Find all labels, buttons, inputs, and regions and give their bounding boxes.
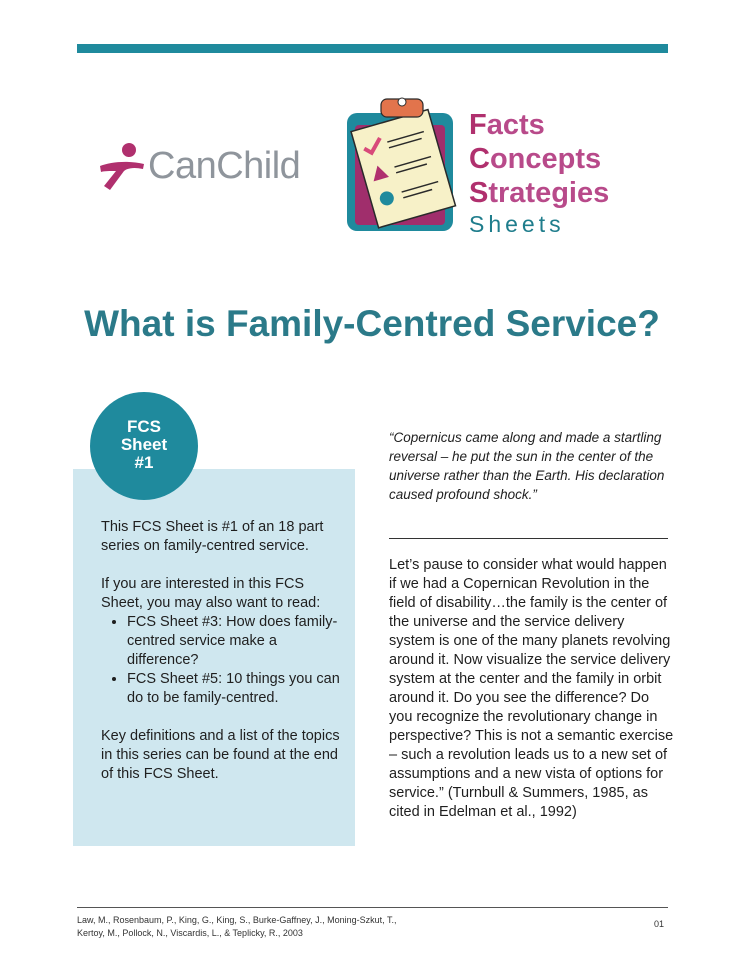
copernicus-quote: “Copernicus came along and made a startling reversal – he put the sun in the center of the universe rather than the Earth. His declaration caused profound shock.” [389,430,665,502]
canchild-wordmark: CanChild [148,145,301,187]
footer-divider [77,907,668,908]
brand-facts: Facts [469,109,545,141]
brand-strategies: Strategies [469,177,610,209]
fcs-sheets-wordmark [469,108,609,238]
list-item: • FCS Sheet #3: How does family-centred service make a difference? [127,613,341,670]
panel-interest: If you are interested in this FCS Sheet, you may also want to read: [101,576,321,611]
page-number: 01 [654,919,665,929]
badge-line-3: #1 [134,453,154,472]
body-paragraph: Let’s pause to consider what would happen if we had a Copernican Revolution in the field of disability…the family is the center of the universe and the service delivery system is one of the many planets revolving around it. Now visualize the service delivery system at the center and the family in orbit around it. Do you see the difference? Do you recognize the revolutionary change in perspective? This is not a semantic exercise – such a revolution leads us to a new set of assumptions and a new vista of options for service.” (Turnbull & Summers, 1985, as cited in Edelman et al., 1992) [389,557,674,820]
panel-closing: Key definitions and a list of the topics in this series can be found at the end of this FCS Sheet. [101,728,340,782]
citation-line-2: Kertoy, M., Pollock, N., Viscardis, L., & Teplicky, R., 2003 [77,928,303,938]
footer-citation [77,914,497,940]
canchild-figure-icon [98,142,146,194]
badge-line-2: Sheet [120,435,168,454]
page-title: What is Family-Centred Service? [84,303,660,344]
panel-intro: This FCS Sheet is #1 of an 18 part series on family-centred service. [101,519,324,554]
fcs-sheet-badge [90,392,198,500]
citation-line-1: Law, M., Rosenbaum, P., King, G., King, S., Burke-Gaffney, J., Moning-Szkut, T., [77,915,397,925]
quote-divider [389,538,668,539]
brand-sheets: Sheets [469,211,565,237]
canchild-logo [98,142,301,194]
panel-text [101,518,341,803]
brand-concepts: Concepts [469,143,602,175]
badge-line-1: FCS [127,417,161,436]
related-sheets-list [101,613,341,708]
list-item: • FCS Sheet #5: 10 things you can do to be family-centred. [127,670,341,708]
clipboard-icon [343,95,463,237]
top-accent-bar [77,44,668,53]
